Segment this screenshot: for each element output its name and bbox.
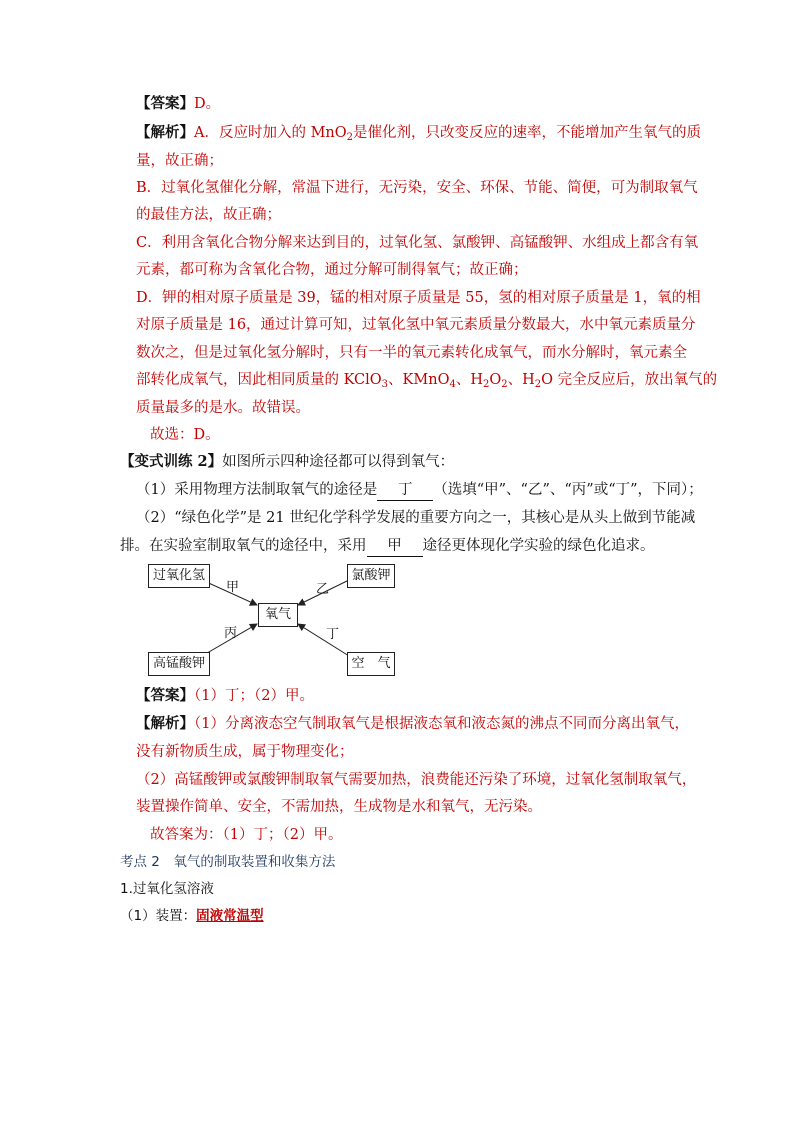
question-2-line-2	[120, 536, 655, 557]
box-potassium-permanganate: 高锰酸钾	[148, 652, 210, 676]
question-2-blank: 甲	[367, 536, 423, 557]
mno2-subscript: 2	[346, 132, 354, 143]
subscript: 4	[449, 379, 456, 390]
formula-h2o2-o: O	[489, 372, 502, 388]
analysis-a-text: A．反应时加入的 MnO	[194, 125, 347, 141]
label-yi: 乙	[316, 582, 330, 597]
question-2-line-1: （2）“绿色化学”是 21 世纪化学科学发展的重要方向之一，其核心是从头上做到节能减	[136, 510, 696, 526]
label-bing: 丙	[224, 626, 238, 641]
analysis-d-line-1: D．钾的相对原子质量是 39，锰的相对原子质量是 55，氢的相对原子质量是 1，氧的相	[136, 290, 701, 306]
subscript: 3	[381, 379, 389, 390]
analysis-b-line-1: B．过氧化氢催化分解，常温下进行，无污染，安全、环保、节能、简便，可为制取氧气	[136, 180, 698, 196]
analysis-d-line-5: 质量最多的是水。故错误。	[136, 400, 310, 416]
answer-label: 【答案】	[136, 95, 194, 112]
section-heading: 1.过氧化氢溶液	[120, 881, 214, 897]
oxygen-pathways-diagram	[140, 558, 400, 682]
analysis-2-line-1	[136, 714, 689, 734]
label-ding: 丁	[326, 627, 340, 642]
answer-line	[136, 94, 220, 114]
box-hydrogen-peroxide: 过氧化氢	[148, 564, 210, 588]
analysis-a-line-1	[136, 123, 701, 148]
subscript: 2	[534, 379, 542, 390]
analysis-d-line-3: 数次之，但是过氧化氢分解时，只有一半的氧元素转化成氧气，而水分解时，氧元素全	[136, 345, 687, 361]
exercise-intro: 如图所示四种途径都可以得到氧气：	[222, 454, 455, 470]
question-1-blank: 丁	[377, 480, 433, 501]
exercise-label: 【变式训练 2】	[120, 453, 223, 470]
answer-2-line	[136, 686, 314, 706]
box-oxygen: 氧气	[258, 603, 298, 627]
analysis-2-label: 【解析】	[136, 715, 194, 732]
device-label: （1）装置：	[120, 908, 197, 924]
analysis-a-line-2: 量，故正确；	[136, 153, 223, 169]
exercise-title	[120, 452, 454, 472]
answer-2-label: 【答案】	[136, 687, 194, 704]
formula-kclo3: 部转化成氧气，因此相同质量的 KClO	[136, 372, 382, 388]
device-line	[120, 906, 264, 926]
subscript: 2	[501, 379, 508, 390]
formula-kmno4: 、KMnO	[388, 372, 450, 388]
analysis-a-text-cont: 是催化剂，只改变反应的速率，不能增加产生氧气的质	[353, 125, 702, 141]
label-jia: 甲	[226, 580, 240, 595]
analysis-2-line-2: 没有新物质生成，属于物理变化；	[136, 744, 354, 760]
choice-line: 故选：D。	[150, 427, 220, 443]
analysis-c-line-2: 元素，都可称为含氧化合物，通过分解可制得氧气；故正确；	[136, 262, 528, 278]
subscript: 2	[482, 379, 490, 390]
formula-h2o2: 、H	[455, 372, 483, 388]
question-1-text: （1）采用物理方法制取氧气的途径是	[136, 482, 378, 498]
analysis-d-line-2: 对原子质量是 16，通过计算可知，过氧化氢中氧元素质量分数最大，水中氧元素质量分	[136, 317, 696, 333]
box-air: 空 气	[347, 652, 395, 676]
analysis-c-line-1: C．利用含氧化合物分解来达到目的，过氧化氢、氯酸钾、高锰酸钾、水组成上都含有氧	[136, 235, 699, 251]
arrow-ding	[298, 624, 349, 656]
answer-text: D。	[194, 96, 221, 112]
kaodian-heading: 考点 2 氧气的制取装置和收集方法	[120, 854, 336, 870]
analysis-b-line-2: 的最佳方法，故正确；	[136, 207, 281, 223]
answer-2-text: （1）丁；（2）甲。	[194, 688, 314, 704]
box-potassium-chlorate: 氯酸钾	[347, 564, 395, 588]
analysis-2-line-4: 装置操作简单、安全，不需加热，生成物是水和氧气，无污染。	[136, 799, 542, 815]
formula-h2o: 、H	[507, 372, 535, 388]
analysis-label: 【解析】	[136, 124, 194, 141]
question-1-options: （选填“甲”、“乙”、“丙”或“丁”，下同）；	[433, 482, 703, 498]
analysis-2-text: （1）分离液态空气制取氧气是根据液态氧和液态氮的沸点不同而分离出氧气，	[194, 716, 689, 732]
question-2-text-cont: 途径更体现化学实验的绿色化追求。	[422, 538, 655, 554]
device-value: 固液常温型	[196, 908, 264, 924]
analysis-d-text: O 完全反应后，放出氧气的	[541, 372, 718, 388]
question-1	[136, 480, 703, 501]
question-2-text: 排。在实验室制取氧气的途径中，采用	[120, 538, 367, 554]
final-answer-line: 故答案为：（1）丁；（2）甲。	[150, 827, 343, 843]
analysis-2-line-3: （2）高锰酸钾或氯酸钾制取氧气需要加热，浪费能还污染了环境，过氧化氢制取氧气，	[136, 772, 697, 788]
analysis-d-line-4	[136, 370, 717, 395]
